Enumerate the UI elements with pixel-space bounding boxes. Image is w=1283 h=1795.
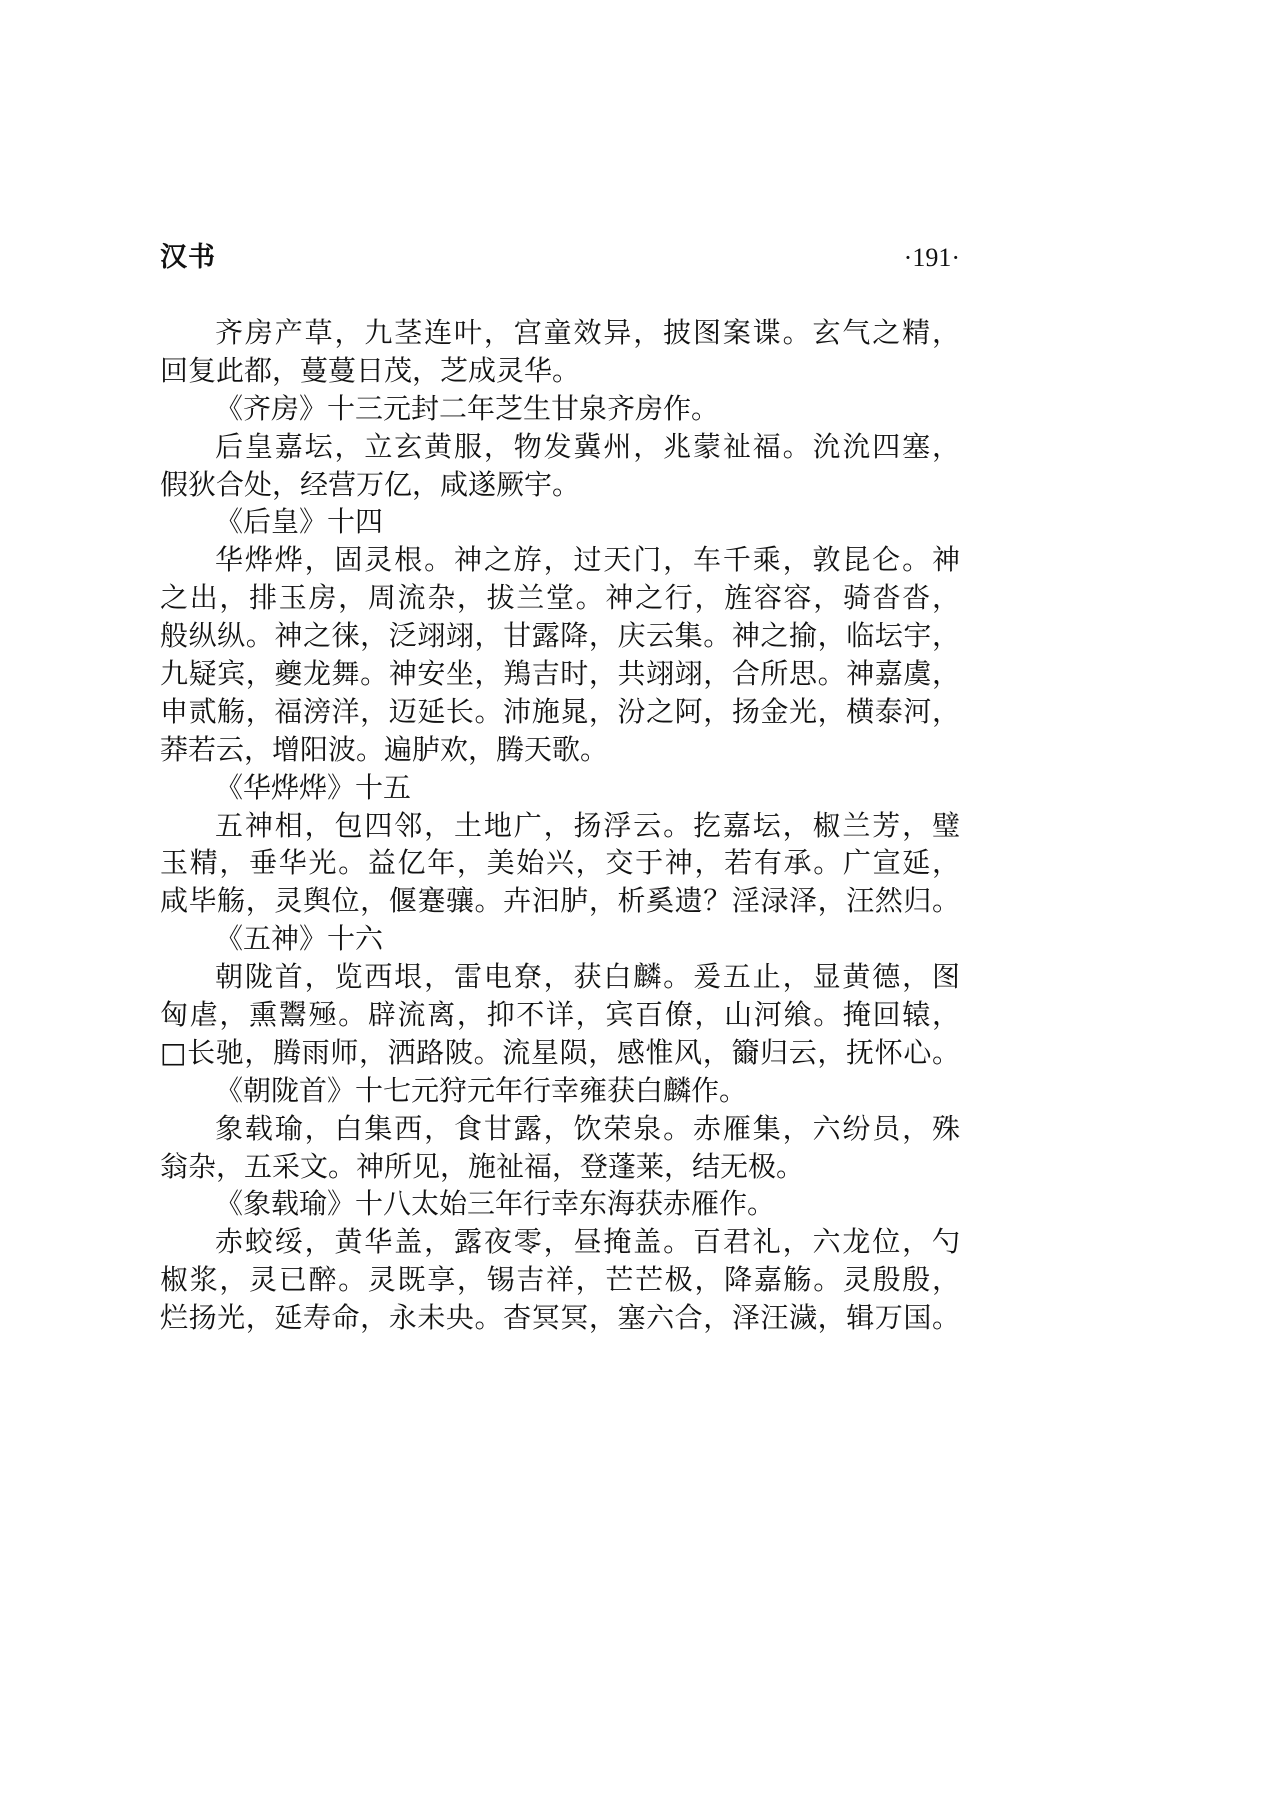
page-number: ·191· [903,243,960,272]
hymn-caption [160,920,960,958]
hymn-caption [160,503,960,541]
text-line: 申贰觞，福滂洋，迈延长。沛施晁，汾之阿，扬金光，横泰河， [160,694,960,728]
verse-paragraph [160,428,960,504]
hymn-caption [160,769,960,807]
hymn-caption [160,390,960,428]
text-line: 椒浆，灵已醉。灵既享，锡吉祥，芒芒极，降嘉觞。灵殷殷， [160,1263,960,1297]
text-line: □长驰，腾雨师，洒路陂。流星陨，感惟风，籋归云，抚怀心。 [160,1035,960,1069]
verse-paragraph [160,958,960,1072]
book-title: 汉书 [160,242,216,273]
hymn-caption [160,1072,960,1110]
text-line: 五神相，包四邻，土地广，扬浮云。扢嘉坛，椒兰芳，璧 [215,808,960,842]
text-line: 《五神》十六 [215,922,384,956]
body-text [160,314,960,1337]
verse-paragraph [160,807,960,921]
text-line: 《齐房》十三元封二年芝生甘泉齐房作。 [215,391,720,425]
text-line: 《朝陇首》十七元狩元年行幸雍获白麟作。 [215,1073,748,1107]
text-line: 《华烨烨》十五 [215,770,412,804]
text-line: 后皇嘉坛，立玄黄服，物发冀州，兆蒙祉福。沇沇四塞， [215,429,960,463]
verse-paragraph [160,1223,960,1337]
verse-paragraph [160,1110,960,1186]
text-line: 烂扬光，延寿命，永未央。杳冥冥，塞六合，泽汪濊，辑万国。 [160,1301,960,1335]
text-line: 般纵纵。神之徕，泛翊翊，甘露降，庆云集。神之揄，临坛宇， [160,619,960,653]
text-line: 《后皇》十四 [215,505,384,539]
text-line: 《象载瑜》十八太始三年行幸东海获赤雁作。 [215,1187,776,1221]
text-line: 莽若云，增阳波。遍胪欢，腾天歌。 [160,732,609,766]
verse-paragraph [160,314,960,390]
text-line: 象载瑜，白集西，食甘露，饮荣泉。赤雁集，六纷员，殊 [215,1111,960,1145]
text-line: 翁杂，五采文。神所见，施祉福，登蓬莱，结无极。 [160,1149,805,1183]
hymn-caption [160,1185,960,1223]
text-line: 之出，排玉房，周流杂，拔兰堂。神之行，旌容容，骑沓沓， [160,581,960,615]
text-line: 齐房产草，九茎连叶，宫童效异，披图案谍。玄气之精， [215,316,960,349]
text-line: 赤蛟绥，黄华盖，露夜零，昼掩盖。百君礼，六龙位，勺 [215,1225,960,1259]
text-line: 匈虐，熏鬻殛。辟流离，抑不详，宾百僚，山河飨。掩回辕， [160,998,960,1032]
running-header [160,239,960,277]
text-line: 咸毕觞，灵舆位，偃蹇骧。卉汩胪，析奚遗？淫渌泽，汪然归。 [160,884,960,918]
text-line: 华烨烨，固灵根。神之斿，过天门，车千乘，敦昆仑。神 [215,543,960,577]
text-line: 玉精，垂华光。益亿年，美始兴，交于神，若有承。广宣延， [160,846,960,880]
text-line: 朝陇首，览西垠，雷电尞，获白麟。爰五止，显黄德，图 [215,960,960,994]
text-line: 九疑宾，夔龙舞。神安坐，鴹吉时，共翊翊，合所思。神嘉虞， [160,657,960,691]
text-line: 假狄合处，经营万亿，咸遂厥宇。 [160,467,581,501]
text-line: 回复此都，蔓蔓日茂，芝成灵华。 [160,353,581,387]
verse-paragraph [160,541,960,768]
